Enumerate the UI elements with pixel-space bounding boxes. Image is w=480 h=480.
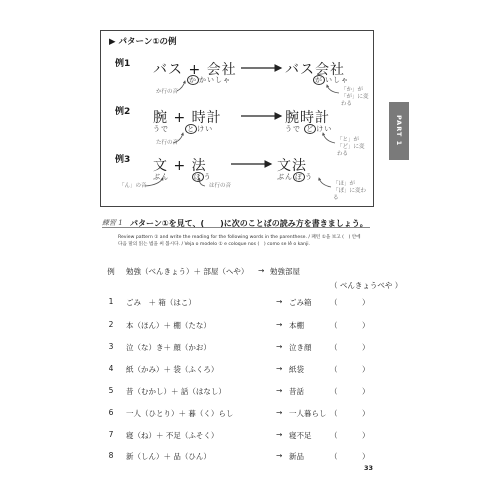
row-arrow: →: [276, 297, 283, 306]
page-number: 33: [364, 464, 374, 472]
example-2-note-left: た行の音: [156, 140, 179, 146]
answer-open-paren: （: [330, 452, 338, 461]
row-arrow: →: [276, 320, 283, 329]
answer-open-paren: （: [330, 365, 338, 374]
row-answer: 本棚: [289, 321, 304, 330]
example-3-note-mid: は行の音: [209, 183, 232, 189]
row-arrow: →: [276, 430, 283, 439]
pattern-title: ▶ パターン①の例: [109, 37, 177, 47]
row-question: 一人（ひとり）＋ 暮（く）らし: [126, 409, 234, 418]
example-2-left: 腕 + 時計: [153, 110, 222, 126]
example-3-left-reading: ぶん ほ う: [153, 173, 212, 181]
row-number: 7: [108, 430, 114, 439]
row-answer: 紙袋: [289, 365, 304, 374]
row-arrow: →: [276, 408, 283, 417]
answer-blank[interactable]: ）: [362, 365, 370, 374]
example-row-arrow: →: [258, 266, 265, 275]
exercise-description: Review pattern ① and write the reading for the following words in the parenthese. / 패턴 ①을 보고 ( ) 안에 다음 말의 읽는 법을 써 봅시다. / Veja o modelo ① e coloque nos ( ) como se lê o kanji.: [118, 235, 361, 247]
example-3-note-left: 「ん」の音: [119, 183, 147, 189]
example-1-note-left: か行の音: [156, 89, 179, 95]
row-number: 6: [108, 408, 114, 417]
exercise-header: [102, 218, 370, 228]
row-answer: 昔話: [289, 387, 304, 396]
answer-blank[interactable]: ）: [362, 452, 370, 461]
row-question: 本（ほん）＋ 棚（たな）: [126, 321, 211, 330]
example-1-note-right: 「か」が「が」に変わる: [341, 87, 369, 107]
answer-open-paren: （: [330, 298, 338, 307]
row-question: ごみ ＋ 箱（はこ）: [126, 298, 196, 307]
row-arrow: →: [276, 451, 283, 460]
example-row-reading: （ べんきょうべや ）: [330, 281, 403, 290]
row-question: 泣（な）き＋ 顔（かお）: [126, 343, 211, 352]
answer-blank[interactable]: ）: [362, 387, 370, 396]
example-2-right: 腕時計: [285, 110, 330, 126]
answer-blank[interactable]: ）: [362, 343, 370, 352]
row-question: 寝（ね）＋ 不足（ふそく）: [126, 431, 219, 440]
example-1-left: バス + 会社: [153, 62, 237, 78]
answer-blank[interactable]: ）: [362, 431, 370, 440]
example-1-label: 例1: [115, 59, 131, 69]
row-question: 昔（むかし）＋ 話（はなし）: [126, 387, 226, 396]
example-row-answer: 勉強部屋: [270, 267, 300, 276]
example-3-right: 文法: [277, 158, 307, 174]
example-3-right-reading: ぶん ぽ う: [277, 173, 313, 181]
exercise-title: パターン①を見て、( )に次のことばの読み方を書きましょう。: [130, 219, 368, 228]
row-answer: 泣き顔: [289, 343, 312, 352]
example-1-right: バス会社: [285, 62, 345, 78]
answer-open-paren: （: [330, 387, 338, 396]
example-3-note-right: 「ほ」が「ぽ」に変わる: [333, 181, 367, 201]
example-2-right-reading: うで ど けい: [285, 125, 333, 133]
row-question: 紙（かみ）＋ 袋（ふくろ）: [126, 365, 219, 374]
row-question: 新（しん）＋ 品（ひん）: [126, 452, 211, 461]
example-3-left: 文 + 法: [153, 158, 207, 174]
answer-open-paren: （: [330, 431, 338, 440]
answer-blank[interactable]: ）: [362, 298, 370, 307]
row-arrow: →: [276, 386, 283, 395]
example-1-right-reading: が いしゃ: [315, 76, 349, 84]
answer-blank[interactable]: ）: [362, 321, 370, 330]
answer-open-paren: （: [330, 321, 338, 330]
row-answer: 一人暮らし: [289, 409, 327, 418]
example-1-left-reading: か かいしゃ: [189, 76, 231, 84]
row-arrow: →: [276, 364, 283, 373]
example-2-note-right: 「と」が「ど」に変わる: [337, 137, 365, 157]
row-arrow: →: [276, 342, 283, 351]
row-number: 3: [108, 342, 114, 351]
answer-open-paren: （: [330, 343, 338, 352]
example-2-left-reading: うで と けい: [153, 125, 214, 133]
row-number: 1: [108, 297, 114, 306]
row-number: 2: [108, 320, 114, 329]
row-answer: ごみ箱: [289, 298, 312, 307]
example-3-label: 例3: [115, 155, 131, 165]
row-answer: 新品: [289, 452, 304, 461]
row-number: 4: [108, 364, 114, 373]
row-number: 5: [108, 386, 114, 395]
answer-open-paren: （: [330, 409, 338, 418]
example-row-label: 例: [107, 267, 115, 276]
example-row-question: 勉強（べんきょう）＋ 部屋（へや）: [126, 267, 249, 276]
example-2-label: 例2: [115, 107, 131, 117]
exercise-badge: 練習 1: [102, 219, 123, 227]
answer-blank[interactable]: ）: [362, 409, 370, 418]
part-side-tab: [389, 102, 409, 160]
row-number: 8: [108, 451, 114, 460]
example-arrows: [101, 31, 373, 206]
part-side-tab-label: PART 1: [395, 115, 403, 147]
pattern-example-box: [100, 30, 374, 207]
row-answer: 寝不足: [289, 431, 312, 440]
